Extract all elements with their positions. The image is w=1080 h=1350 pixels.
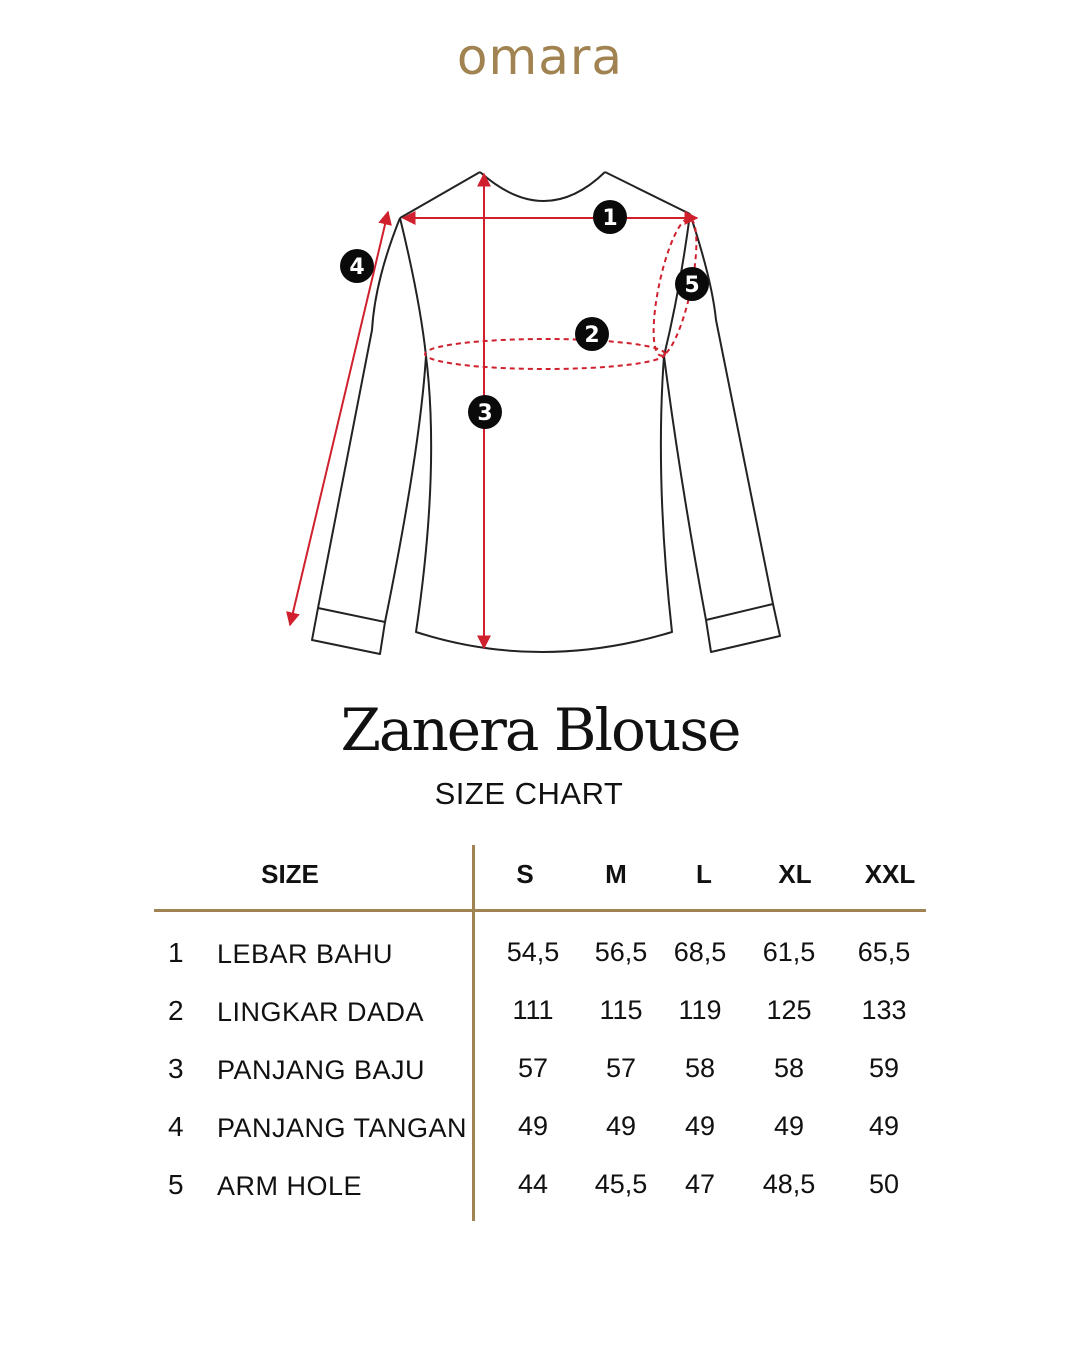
table-row (154, 1053, 926, 1111)
header-size-s: S (516, 859, 534, 889)
table-row (154, 937, 926, 995)
marker-label-1: 1 (602, 206, 618, 231)
value-xl: 49 (773, 1111, 805, 1141)
marker-2 (575, 317, 609, 351)
marker-label-4: 4 (349, 255, 365, 280)
header-size-m: M (605, 859, 627, 889)
header-size-label: SIZE (261, 859, 319, 889)
value-l: 68,5 (673, 937, 727, 967)
value-m: 45,5 (594, 1169, 648, 1199)
value-xxl: 49 (868, 1111, 900, 1141)
value-xxl: 65,5 (857, 937, 911, 967)
value-m: 56,5 (594, 937, 648, 967)
marker-label-5: 5 (684, 273, 700, 298)
table-row (154, 995, 926, 1053)
value-s: 57 (517, 1053, 549, 1083)
value-s: 111 (512, 995, 554, 1025)
row-label: LINGKAR DADA (217, 997, 425, 1027)
table-row (154, 1111, 926, 1169)
value-s: 49 (517, 1111, 549, 1141)
value-xxl: 133 (861, 995, 907, 1025)
marker-label-2: 2 (584, 323, 600, 348)
sleeve-length-line (290, 212, 388, 625)
row-number: 1 (168, 937, 184, 968)
value-l: 47 (684, 1169, 716, 1199)
value-l: 58 (684, 1053, 716, 1083)
row-number: 4 (168, 1111, 184, 1142)
product-title: Zanera Blouse (340, 696, 740, 764)
value-xxl: 59 (868, 1053, 900, 1083)
value-s: 44 (517, 1169, 549, 1199)
value-m: 57 (605, 1053, 637, 1083)
row-number: 5 (168, 1169, 184, 1200)
value-l: 49 (684, 1111, 716, 1141)
marker-5 (675, 267, 709, 301)
marker-3 (468, 395, 502, 429)
row-number: 3 (168, 1053, 184, 1084)
chest-circumference-line (425, 339, 665, 369)
row-label: PANJANG TANGAN (217, 1113, 468, 1143)
value-xl: 125 (766, 995, 812, 1025)
header-size-xl: XL (778, 859, 812, 889)
value-m: 49 (605, 1111, 637, 1141)
size-chart-table (154, 845, 926, 1225)
blouse-measurement-diagram (270, 160, 810, 670)
value-s: 54,5 (506, 937, 560, 967)
size-chart-subtitle: SIZE CHART (434, 776, 624, 811)
brand-logo: omara (456, 28, 624, 86)
table-row (154, 1169, 926, 1227)
row-number: 2 (168, 995, 184, 1026)
header-size-l: L (696, 859, 712, 889)
value-xl: 58 (773, 1053, 805, 1083)
marker-4 (340, 249, 374, 283)
value-xl: 61,5 (762, 937, 816, 967)
row-label: ARM HOLE (217, 1171, 363, 1201)
value-xxl: 50 (868, 1169, 900, 1199)
value-xl: 48,5 (762, 1169, 816, 1199)
blouse-outline (312, 172, 780, 654)
marker-label-3: 3 (477, 401, 493, 426)
value-l: 119 (678, 995, 722, 1025)
marker-1 (593, 200, 627, 234)
table-header-divider (154, 909, 926, 912)
header-size-xxl: XXL (864, 859, 916, 889)
row-label: LEBAR BAHU (217, 939, 394, 969)
row-label: PANJANG BAJU (217, 1055, 426, 1085)
value-m: 115 (599, 995, 643, 1025)
